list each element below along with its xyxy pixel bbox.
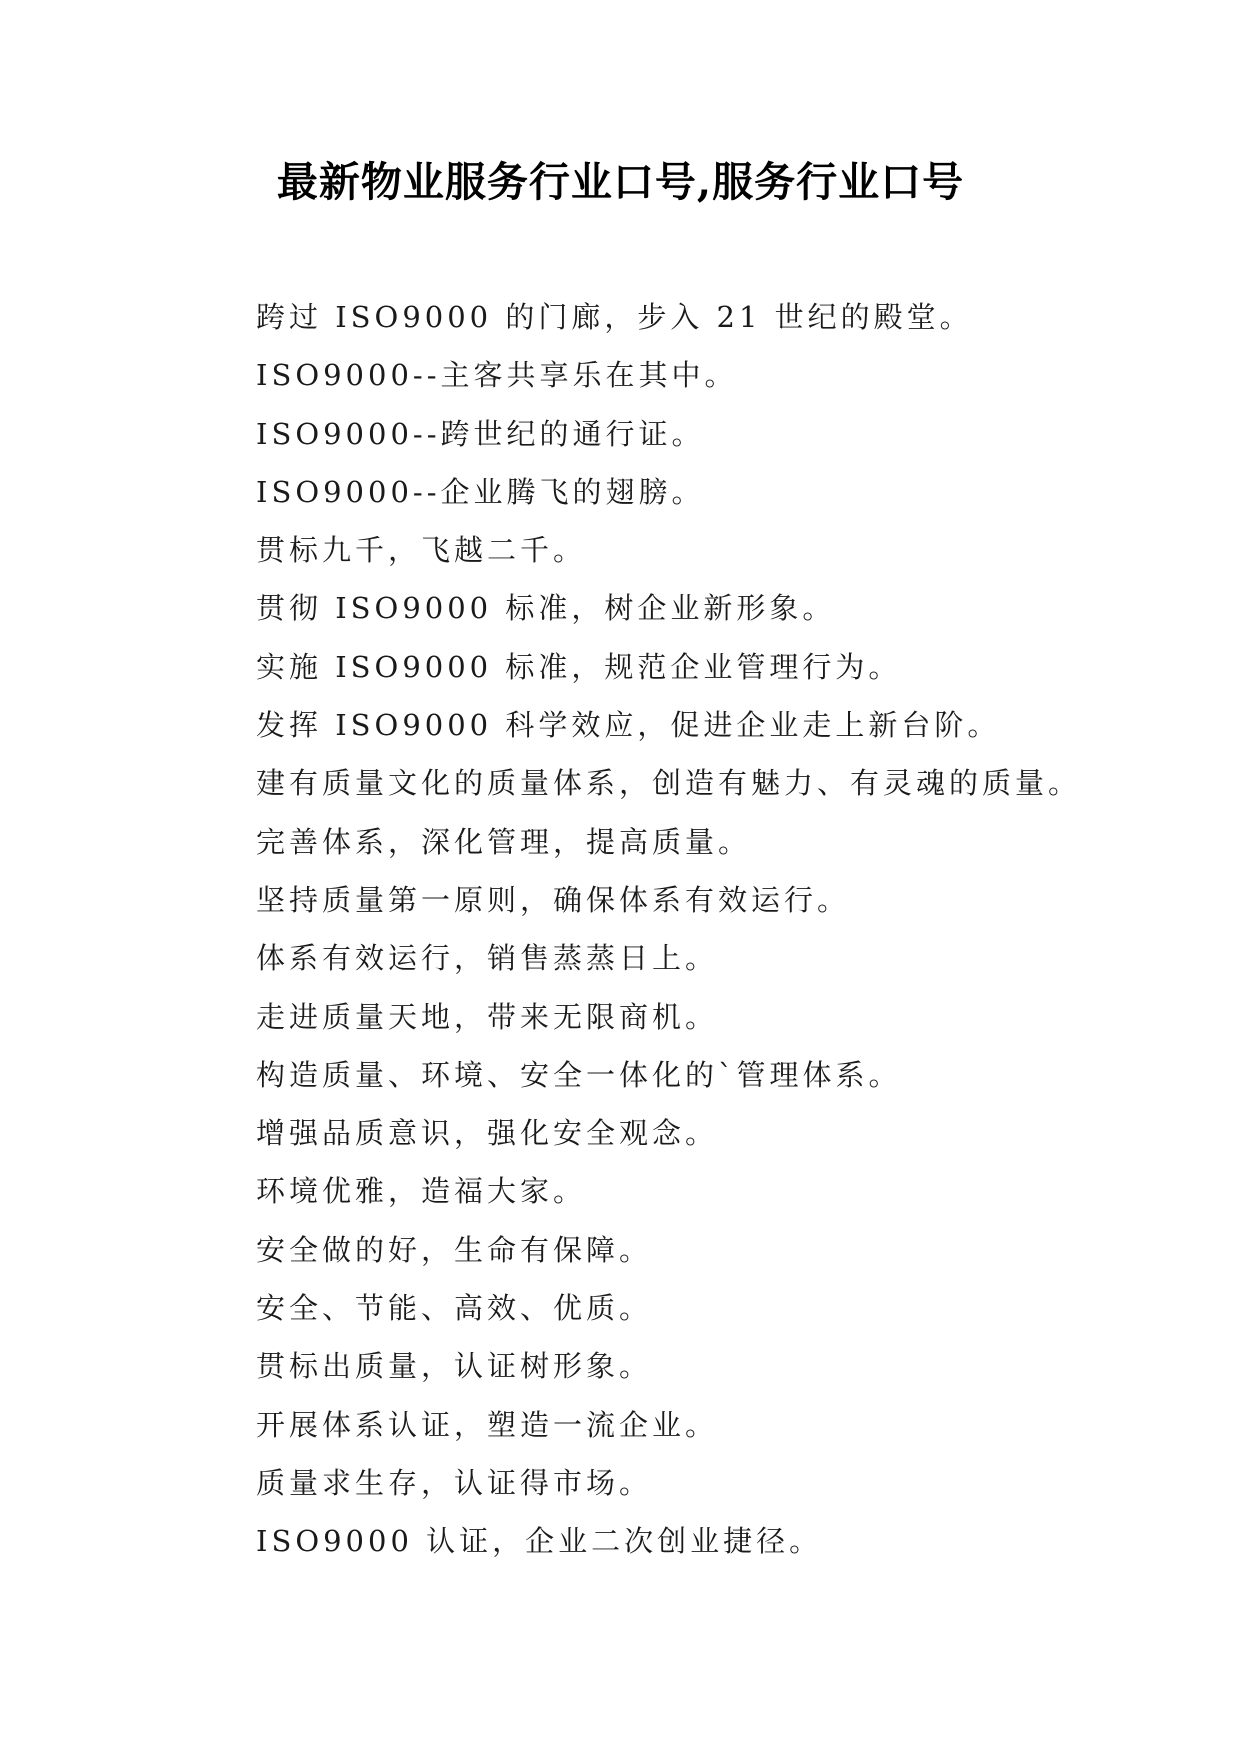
slogan-line: 建有质量文化的质量体系，创造有魅力、有灵魂的质量。 xyxy=(256,766,1082,801)
slogan-line: 完善体系，深化管理，提高质量。 xyxy=(256,824,752,859)
slogan-line: 坚持质量第一原则，确保体系有效运行。 xyxy=(256,882,851,917)
slogan-line: 走进质量天地，带来无限商机。 xyxy=(256,999,719,1034)
slogan-line: 贯标九千，飞越二千。 xyxy=(256,533,587,568)
slogan-line: 实施 ISO9000 标准，规范企业管理行为。 xyxy=(256,649,902,684)
slogan-line: ISO9000--主客共享乐在其中。 xyxy=(256,358,738,393)
slogan-line: 安全做的好，生命有保障。 xyxy=(256,1232,653,1267)
slogan-line: 安全、节能、高效、优质。 xyxy=(256,1291,653,1326)
slogan-line: 构造质量、环境、安全一体化的`管理体系。 xyxy=(256,1057,902,1092)
slogan-line: 开展体系认证，塑造一流企业。 xyxy=(256,1407,719,1442)
slogan-line: 环境优雅，造福大家。 xyxy=(256,1174,587,1209)
slogan-line: 发挥 ISO9000 科学效应，促进企业走上新台阶。 xyxy=(256,708,1001,743)
document-title: 最新物业服务行业口号,服务行业口号 xyxy=(276,158,965,206)
slogan-line: 贯彻 ISO9000 标准，树企业新形象。 xyxy=(256,591,836,626)
slogan-list xyxy=(256,288,1081,1571)
slogan-line: 增强品质意识，强化安全观念。 xyxy=(256,1116,719,1151)
slogan-line: ISO9000 认证，企业二次创业捷径。 xyxy=(256,1524,823,1559)
slogan-line: ISO9000--跨世纪的通行证。 xyxy=(256,416,705,451)
slogan-line: 跨过 ISO9000 的门廊，步入 21 世纪的殿堂。 xyxy=(256,300,973,334)
slogan-line: 质量求生存，认证得市场。 xyxy=(256,1465,653,1500)
slogan-line: 体系有效运行，销售蒸蒸日上。 xyxy=(256,941,719,976)
slogan-line: 贯标出质量，认证树形象。 xyxy=(256,1349,653,1384)
slogan-line: ISO9000--企业腾飞的翅膀。 xyxy=(256,474,705,509)
